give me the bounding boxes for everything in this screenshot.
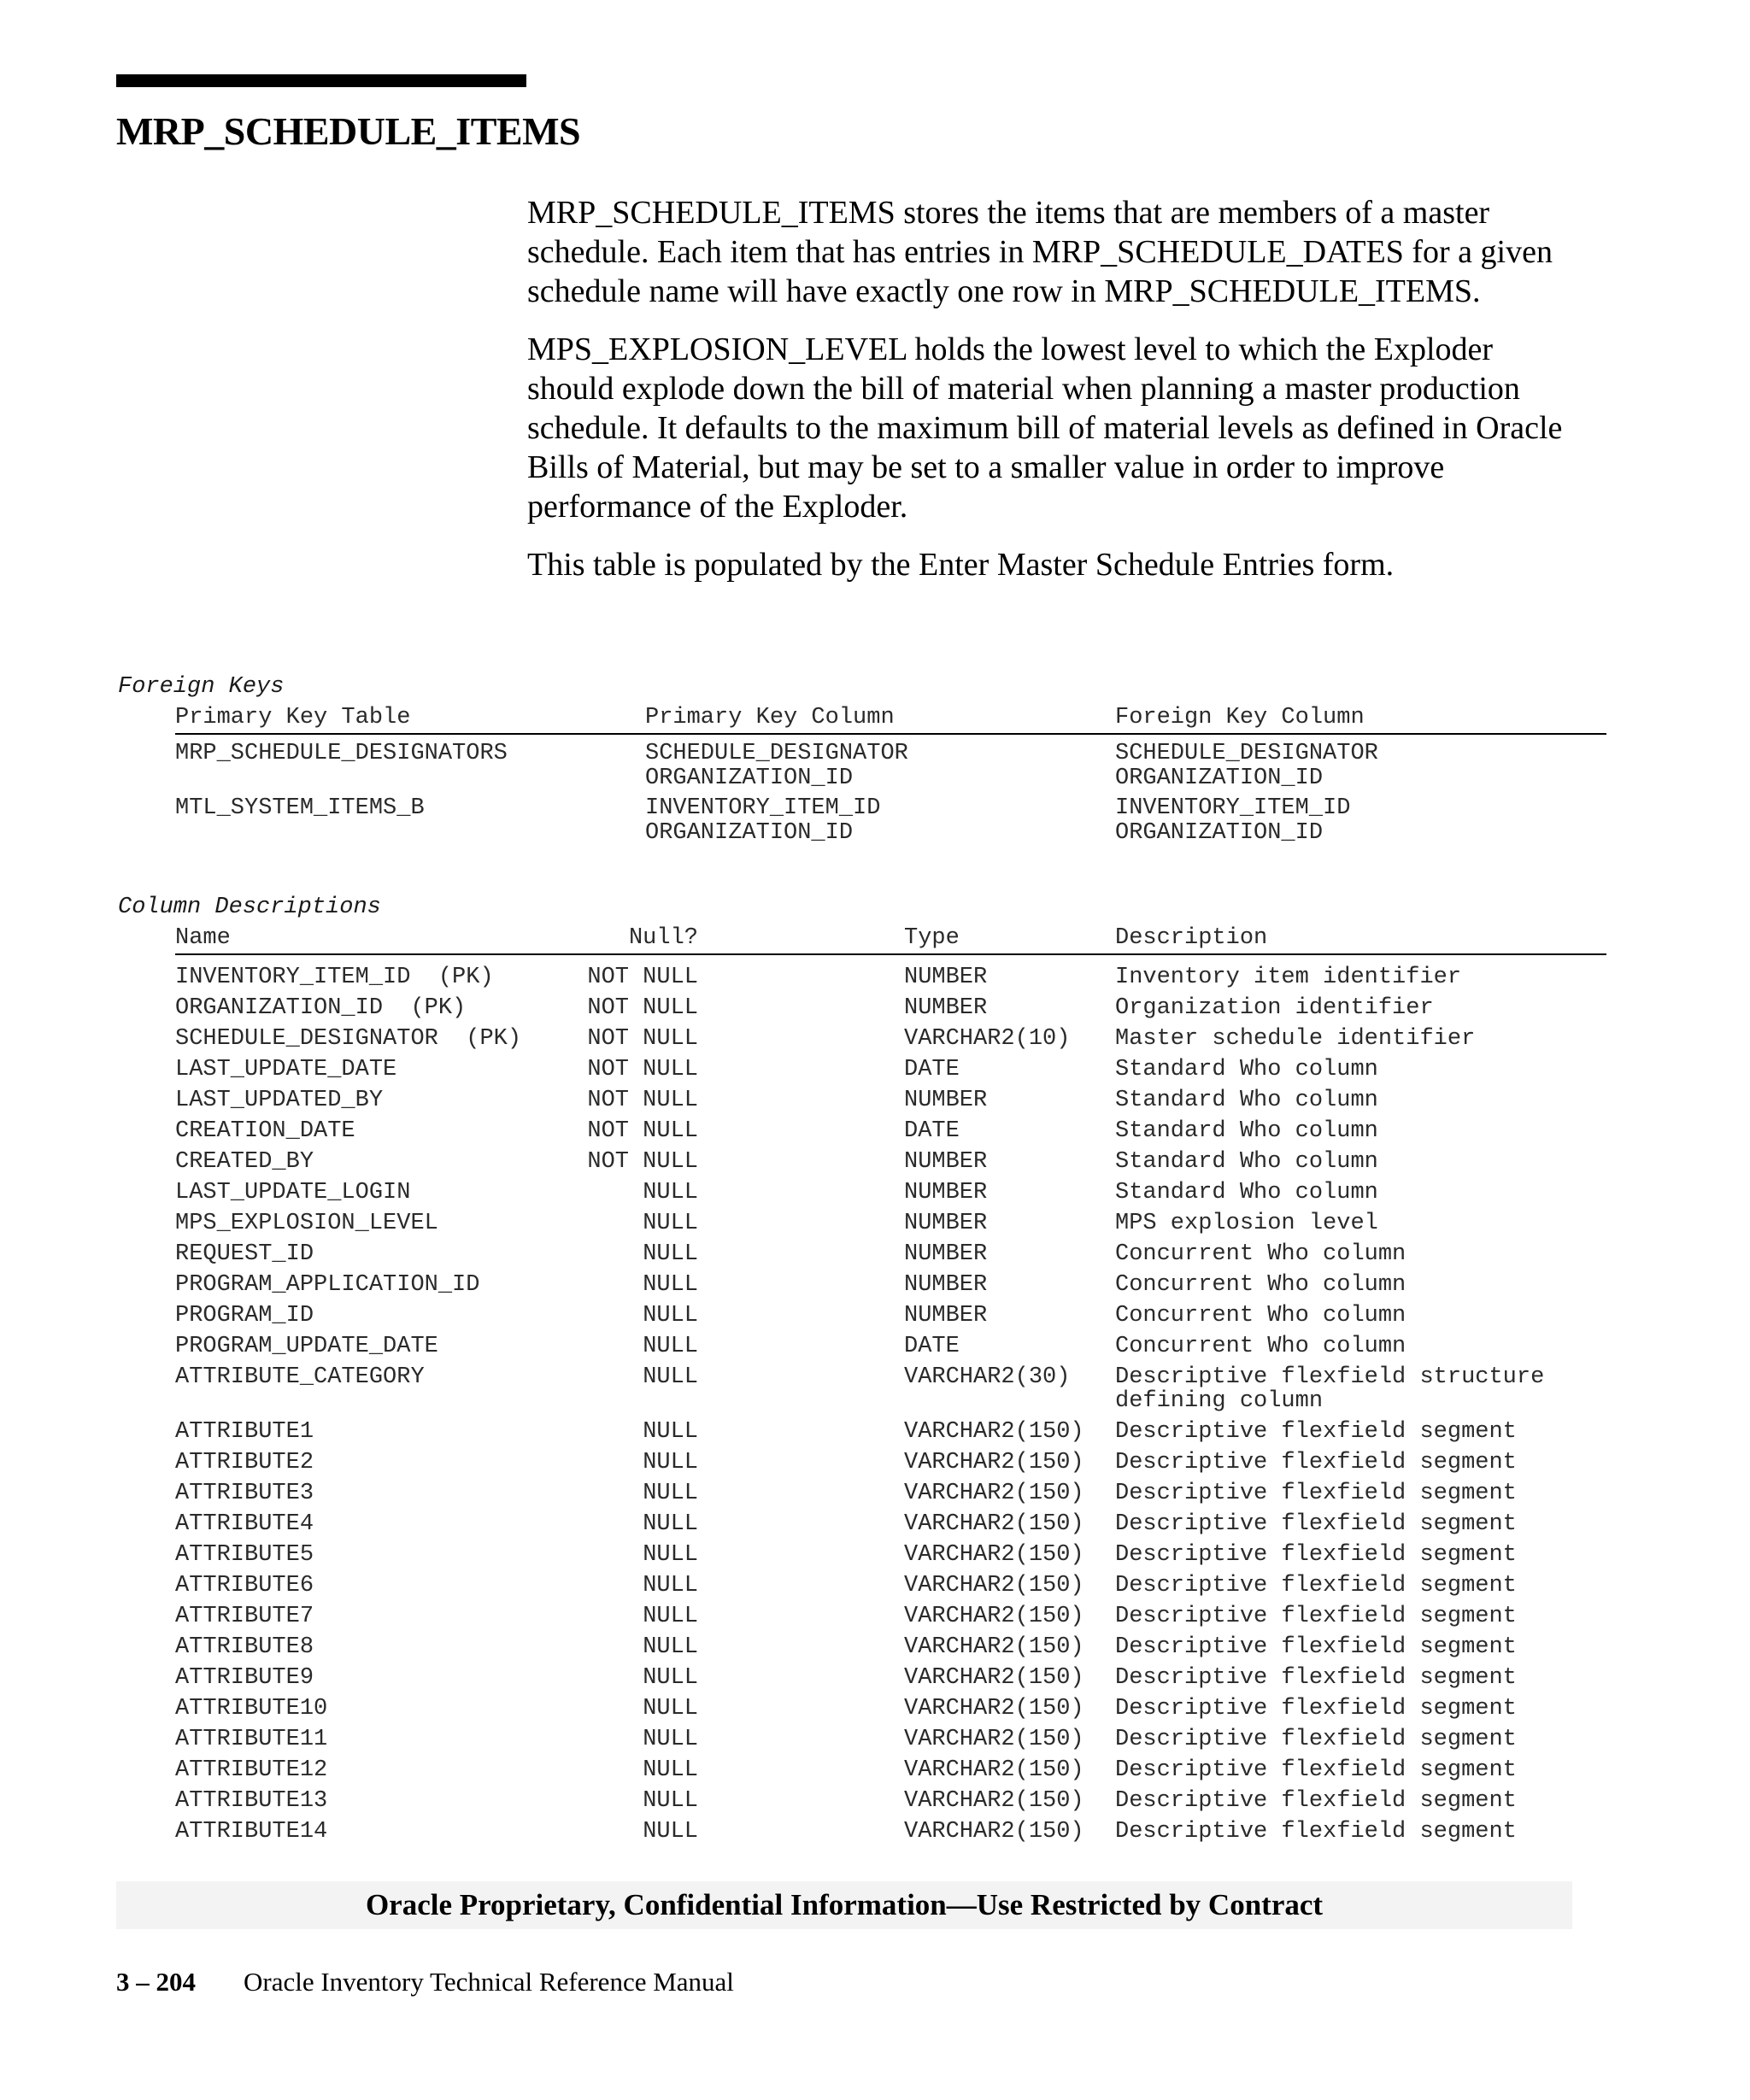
column-name-cell: MPS_EXPLOSION_LEVEL: [175, 1211, 438, 1236]
column-descriptions-label: Column Descriptions: [118, 895, 381, 920]
column-type-cell: VARCHAR2(10): [904, 1026, 1071, 1052]
column-type-cell: NUMBER: [904, 1303, 988, 1329]
column-name-cell: LAST_UPDATE_DATE: [175, 1057, 397, 1082]
column-name-cell: ATTRIBUTE10: [175, 1696, 328, 1722]
column-row: [175, 1663, 1606, 1693]
foreign-key-row: [175, 796, 1606, 851]
column-row: [175, 1632, 1606, 1663]
column-row: [175, 993, 1606, 1024]
column-name-cell: CREATED_BY: [175, 1149, 314, 1175]
column-description-cell: Descriptive flexfield structure defining column: [1115, 1364, 1545, 1414]
header-type: Type: [904, 925, 960, 951]
column-description-cell: Standard Who column: [1115, 1149, 1378, 1175]
column-row: [175, 1208, 1606, 1239]
manual-title: Oracle Inventory Technical Reference Manual: [244, 1967, 734, 1997]
column-type-cell: VARCHAR2(150): [904, 1450, 1084, 1475]
column-type-cell: NUMBER: [904, 1088, 988, 1113]
column-row: [175, 1601, 1606, 1632]
column-row: [175, 1024, 1606, 1054]
column-row: [175, 1816, 1606, 1847]
column-type-cell: NUMBER: [904, 995, 988, 1021]
column-name-cell: ATTRIBUTE7: [175, 1604, 314, 1629]
column-null-cell: NULL: [643, 1180, 698, 1205]
column-null-cell: NULL: [643, 1788, 698, 1814]
column-type-cell: NUMBER: [904, 1241, 988, 1267]
foreign-keys-body: [175, 735, 1606, 851]
column-name-cell: ORGANIZATION_ID (PK): [175, 995, 467, 1021]
column-description-cell: Descriptive flexfield segment: [1115, 1450, 1517, 1475]
columns-header: [175, 923, 1606, 955]
column-name-cell: ATTRIBUTE6: [175, 1573, 314, 1598]
column-description-cell: Descriptive flexfield segment: [1115, 1696, 1517, 1722]
column-null-cell: NULL: [643, 1634, 698, 1660]
column-null-cell: NULL: [643, 1303, 698, 1329]
title-rule: [116, 74, 526, 87]
column-row: [175, 1054, 1606, 1085]
intro-paragraph: This table is populated by the Enter Master Schedule Entries form.: [527, 547, 1395, 583]
column-null-cell: NULL: [643, 1727, 698, 1752]
column-type-cell: NUMBER: [904, 1272, 988, 1298]
column-name-cell: ATTRIBUTE2: [175, 1450, 314, 1475]
column-type-cell: VARCHAR2(150): [904, 1419, 1084, 1445]
column-row: [175, 1755, 1606, 1786]
intro-text: [527, 193, 1587, 603]
header-null: Null?: [628, 925, 698, 951]
column-name-cell: CREATION_DATE: [175, 1118, 355, 1144]
column-description-cell: Descriptive flexfield segment: [1115, 1511, 1517, 1537]
column-description-cell: Descriptive flexfield segment: [1115, 1542, 1517, 1568]
column-description-cell: Concurrent Who column: [1115, 1272, 1406, 1298]
column-row: [175, 1331, 1606, 1362]
column-row: [175, 962, 1606, 993]
column-type-cell: VARCHAR2(150): [904, 1665, 1084, 1691]
header-description: Description: [1115, 925, 1268, 951]
page-footer: [116, 1965, 734, 1999]
column-null-cell: NULL: [643, 1419, 698, 1445]
column-description-cell: Standard Who column: [1115, 1057, 1378, 1082]
column-description-cell: Descriptive flexfield segment: [1115, 1788, 1517, 1814]
column-type-cell: NUMBER: [904, 1211, 988, 1236]
fk-pk-column-cell: INVENTORY_ITEM_ID ORGANIZATION_ID: [645, 795, 881, 846]
column-row: [175, 1570, 1606, 1601]
column-name-cell: REQUEST_ID: [175, 1241, 314, 1267]
column-name-cell: ATTRIBUTE12: [175, 1757, 328, 1783]
column-null-cell: NOT NULL: [587, 995, 698, 1021]
column-type-cell: VARCHAR2(150): [904, 1573, 1084, 1598]
header-name: Name: [175, 925, 231, 951]
column-description-cell: Descriptive flexfield segment: [1115, 1481, 1517, 1506]
column-name-cell: LAST_UPDATED_BY: [175, 1088, 384, 1113]
column-name-cell: ATTRIBUTE3: [175, 1481, 314, 1506]
column-type-cell: VARCHAR2(150): [904, 1511, 1084, 1537]
fk-fk-column-cell: SCHEDULE_DESIGNATOR ORGANIZATION_ID: [1115, 741, 1378, 791]
column-description-cell: Descriptive flexfield segment: [1115, 1757, 1517, 1783]
column-type-cell: NUMBER: [904, 965, 988, 990]
column-null-cell: NULL: [643, 1757, 698, 1783]
column-row: [175, 1786, 1606, 1816]
column-description-cell: Standard Who column: [1115, 1118, 1378, 1144]
column-name-cell: ATTRIBUTE13: [175, 1788, 328, 1814]
column-type-cell: VARCHAR2(150): [904, 1757, 1084, 1783]
column-descriptions-table: [175, 923, 1606, 1847]
fk-fk-column-cell: INVENTORY_ITEM_ID ORGANIZATION_ID: [1115, 795, 1351, 846]
column-type-cell: VARCHAR2(150): [904, 1542, 1084, 1568]
column-row: [175, 1478, 1606, 1509]
column-type-cell: NUMBER: [904, 1149, 988, 1175]
column-null-cell: NOT NULL: [587, 1118, 698, 1144]
column-name-cell: SCHEDULE_DESIGNATOR (PK): [175, 1026, 522, 1052]
foreign-keys-table: [175, 702, 1606, 851]
column-null-cell: NULL: [643, 1542, 698, 1568]
column-description-cell: Descriptive flexfield segment: [1115, 1665, 1517, 1691]
column-null-cell: NULL: [643, 1364, 698, 1390]
column-row: [175, 1724, 1606, 1755]
column-null-cell: NULL: [643, 1665, 698, 1691]
fk-table-cell: MRP_SCHEDULE_DESIGNATORS: [175, 741, 508, 766]
column-type-cell: VARCHAR2(150): [904, 1634, 1084, 1660]
intro-paragraph: MPS_EXPLOSION_LEVEL holds the lowest level to which the Exploder should explode down the bill of material when planning a master production schedule. It defaults to the maximum bill of material levels as defined in Oracle Bills of Material, but may be set to a smaller value in order to improve performance of the Exploder.: [527, 331, 1563, 525]
column-type-cell: VARCHAR2(150): [904, 1788, 1084, 1814]
page-number: 3 – 204: [116, 1967, 196, 1997]
column-name-cell: ATTRIBUTE8: [175, 1634, 314, 1660]
column-null-cell: NOT NULL: [587, 1088, 698, 1113]
column-type-cell: VARCHAR2(150): [904, 1604, 1084, 1629]
column-row: [175, 1540, 1606, 1570]
column-description-cell: Standard Who column: [1115, 1088, 1378, 1113]
column-description-cell: Inventory item identifier: [1115, 965, 1462, 990]
column-null-cell: NULL: [643, 1696, 698, 1722]
column-type-cell: NUMBER: [904, 1180, 988, 1205]
column-name-cell: PROGRAM_ID: [175, 1303, 314, 1329]
column-row: [175, 1177, 1606, 1208]
page-title: MRP_SCHEDULE_ITEMS: [116, 109, 581, 153]
column-row: [175, 1147, 1606, 1177]
column-name-cell: PROGRAM_UPDATE_DATE: [175, 1334, 438, 1359]
column-type-cell: VARCHAR2(30): [904, 1364, 1071, 1390]
column-null-cell: NULL: [643, 1819, 698, 1845]
column-name-cell: PROGRAM_APPLICATION_ID: [175, 1272, 480, 1298]
column-type-cell: VARCHAR2(150): [904, 1696, 1084, 1722]
column-row: [175, 1447, 1606, 1478]
column-name-cell: LAST_UPDATE_LOGIN: [175, 1180, 411, 1205]
column-description-cell: Descriptive flexfield segment: [1115, 1727, 1517, 1752]
column-null-cell: NULL: [643, 1481, 698, 1506]
column-name-cell: ATTRIBUTE14: [175, 1819, 328, 1845]
header-primary-key-table: Primary Key Table: [175, 705, 411, 730]
column-description-cell: MPS explosion level: [1115, 1211, 1378, 1236]
column-description-cell: Master schedule identifier: [1115, 1026, 1476, 1052]
column-null-cell: NULL: [643, 1573, 698, 1598]
confidential-notice: Oracle Proprietary, Confidential Information––Use Restricted by Contract: [116, 1881, 1572, 1929]
column-null-cell: NULL: [643, 1450, 698, 1475]
foreign-keys-header: [175, 702, 1606, 735]
column-name-cell: INVENTORY_ITEM_ID (PK): [175, 965, 494, 990]
column-description-cell: Descriptive flexfield segment: [1115, 1604, 1517, 1629]
column-row: [175, 1085, 1606, 1116]
column-type-cell: DATE: [904, 1334, 960, 1359]
column-null-cell: NULL: [643, 1211, 698, 1236]
column-row: [175, 1300, 1606, 1331]
column-name-cell: ATTRIBUTE11: [175, 1727, 328, 1752]
column-type-cell: VARCHAR2(150): [904, 1481, 1084, 1506]
column-row: [175, 1116, 1606, 1147]
column-row: [175, 1239, 1606, 1270]
fk-pk-column-cell: SCHEDULE_DESIGNATOR ORGANIZATION_ID: [645, 741, 908, 791]
column-type-cell: DATE: [904, 1118, 960, 1144]
column-row: [175, 1509, 1606, 1540]
column-description-cell: Concurrent Who column: [1115, 1303, 1406, 1329]
column-description-cell: Organization identifier: [1115, 995, 1434, 1021]
column-null-cell: NOT NULL: [587, 1057, 698, 1082]
column-row: [175, 1417, 1606, 1447]
column-description-cell: Descriptive flexfield segment: [1115, 1819, 1517, 1845]
column-description-cell: Descriptive flexfield segment: [1115, 1419, 1517, 1445]
header-foreign-key-column: Foreign Key Column: [1115, 705, 1365, 730]
column-type-cell: VARCHAR2(150): [904, 1727, 1084, 1752]
column-description-cell: Concurrent Who column: [1115, 1334, 1406, 1359]
column-name-cell: ATTRIBUTE1: [175, 1419, 314, 1445]
column-row: [175, 1270, 1606, 1300]
column-type-cell: DATE: [904, 1057, 960, 1082]
column-description-cell: Descriptive flexfield segment: [1115, 1573, 1517, 1598]
foreign-key-row: [175, 742, 1606, 796]
column-name-cell: ATTRIBUTE_CATEGORY: [175, 1364, 425, 1390]
column-null-cell: NOT NULL: [587, 1026, 698, 1052]
column-null-cell: NULL: [643, 1511, 698, 1537]
column-null-cell: NULL: [643, 1241, 698, 1267]
column-type-cell: VARCHAR2(150): [904, 1819, 1084, 1845]
column-description-cell: Standard Who column: [1115, 1180, 1378, 1205]
column-null-cell: NOT NULL: [587, 965, 698, 990]
intro-paragraph: MRP_SCHEDULE_ITEMS stores the items that are members of a master schedule. Each item that has entries in MRP_SCHEDULE_DATES for a given schedule name will have exactly one row in MRP_SCHEDULE_ITEMS.: [527, 195, 1553, 309]
column-description-cell: Concurrent Who column: [1115, 1241, 1406, 1267]
header-primary-key-column: Primary Key Column: [645, 705, 895, 730]
columns-body: [175, 955, 1606, 1847]
column-row: [175, 1362, 1606, 1417]
column-name-cell: ATTRIBUTE4: [175, 1511, 314, 1537]
column-name-cell: ATTRIBUTE5: [175, 1542, 314, 1568]
column-description-cell: Descriptive flexfield segment: [1115, 1634, 1517, 1660]
column-row: [175, 1693, 1606, 1724]
column-name-cell: ATTRIBUTE9: [175, 1665, 314, 1691]
column-null-cell: NOT NULL: [587, 1149, 698, 1175]
column-null-cell: NULL: [643, 1272, 698, 1298]
foreign-keys-label: Foreign Keys: [118, 674, 285, 700]
fk-table-cell: MTL_SYSTEM_ITEMS_B: [175, 795, 425, 821]
column-null-cell: NULL: [643, 1334, 698, 1359]
column-null-cell: NULL: [643, 1604, 698, 1629]
